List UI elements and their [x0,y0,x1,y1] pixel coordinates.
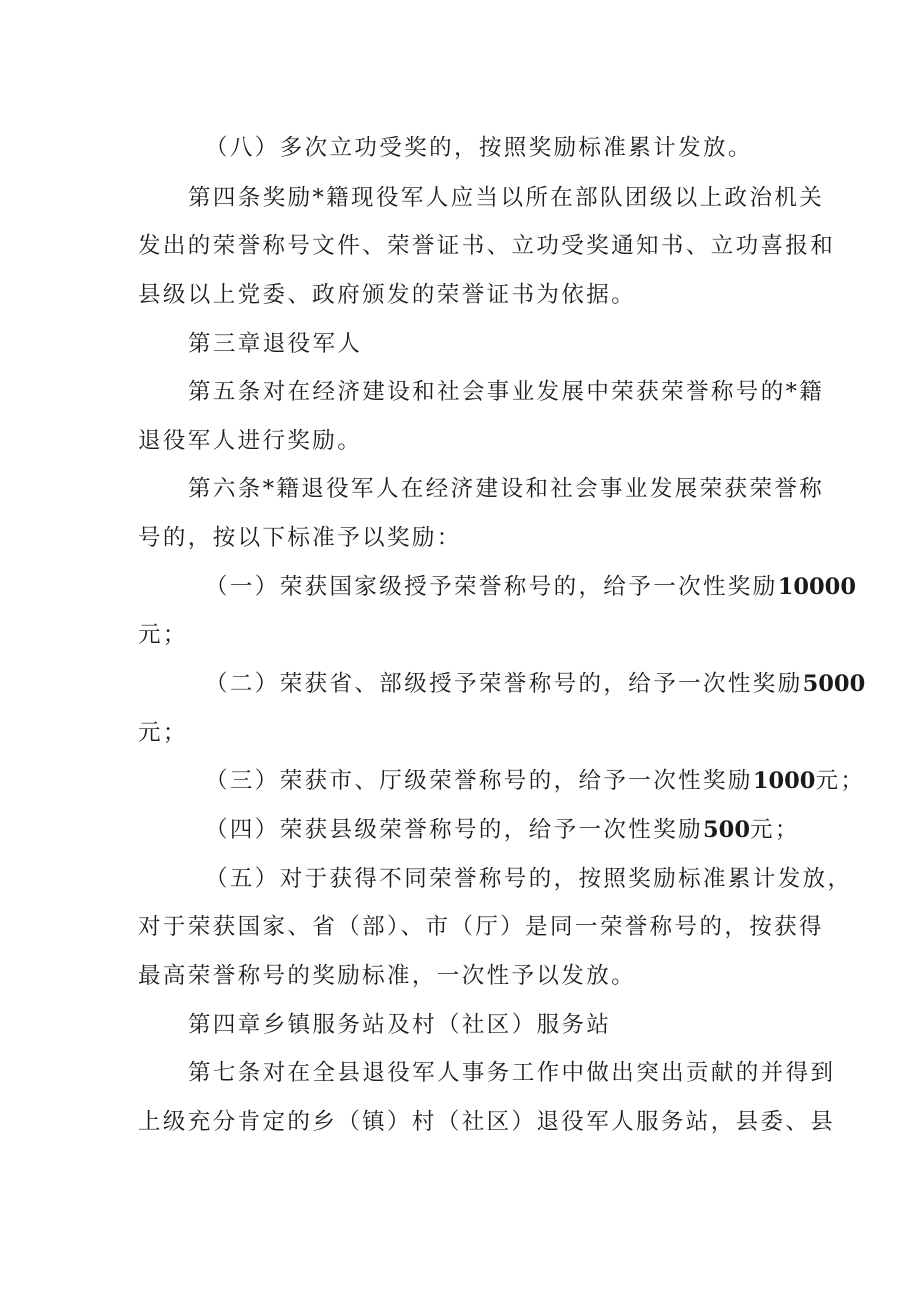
text-run: 元； [815,768,866,794]
paragraph-line [138,1111,835,1134]
paragraph-line [188,381,824,404]
text-run: 退役军人进行奖励。 [138,428,363,454]
text-run: 最高荣誉称号的奖励标准，一次性予以发放。 [138,963,637,989]
paragraph-line [138,624,188,647]
paragraph-line [138,965,636,988]
text-run: 第三章退役军人 [188,331,363,357]
amount-value: 1000 [752,768,816,794]
paragraph-line [205,576,856,599]
paragraph-line [188,478,824,501]
chapter-heading [188,1014,611,1037]
paragraph-line [138,527,462,550]
text-run: 第五条对在经济建设和社会事业发展中荣获荣誉称号的*籍 [188,379,825,405]
text-run: （二）荣获省、部级授予荣誉称号的，给予一次性奖励 [205,671,803,697]
chapter-heading [188,333,362,356]
text-run: 元； [138,622,188,648]
paragraph-line [205,770,865,793]
paragraph-line [205,137,753,160]
amount-value: 500 [703,817,750,843]
paragraph-line [138,235,835,258]
text-run: （一）荣获国家级授予荣誉称号的，给予一次性奖励 [205,574,778,600]
paragraph-line [138,722,188,745]
text-run: 第六条*籍退役军人在经济建设和社会事业发展荣获荣誉称 [188,476,825,502]
text-run: 对于荣获国家、省（部）、市（厅）是同一荣誉称号的，按获得 [138,914,824,940]
paragraph-line [188,187,824,210]
paragraph-line [188,1062,835,1085]
paragraph-line [205,868,852,891]
text-run: 元； [138,720,188,746]
text-run: 上级充分肯定的乡（镇）村（社区）退役军人服务站，县委、县 [138,1109,836,1135]
amount-value: 5000 [802,671,866,697]
text-run: （四）荣获县级荣誉称号的，给予一次性奖励 [205,817,704,843]
text-run: 第四章乡镇服务站及村（社区）服务站 [188,1012,612,1038]
text-run: 元； [749,817,800,843]
text-run: 第四条奖励*籍现役军人应当以所在部队团级以上政治机关 [188,185,825,211]
paragraph-line [205,819,800,842]
text-run: （五）对于获得不同荣誉称号的，按照奖励标准累计发放， [205,866,853,892]
amount-value: 10000 [777,574,856,600]
paragraph-line [205,673,865,696]
text-run: （八）多次立功受奖的，按照奖励标准累计发放。 [205,135,753,161]
text-run: 发出的荣誉称号文件、荣誉证书、立功受奖通知书、立功喜报和 [138,233,836,259]
paragraph-line [138,916,824,939]
paragraph-line [138,430,362,453]
text-run: 县级以上党委、政府颁发的荣誉证书为依据。 [138,282,637,308]
text-run: 号的，按以下标准予以奖励： [138,525,462,551]
text-run: （三）荣获市、厅级荣誉称号的，给予一次性奖励 [205,768,753,794]
paragraph-line [138,284,636,307]
text-run: 第七条对在全县退役军人事务工作中做出突出贡献的并得到 [188,1060,836,1086]
